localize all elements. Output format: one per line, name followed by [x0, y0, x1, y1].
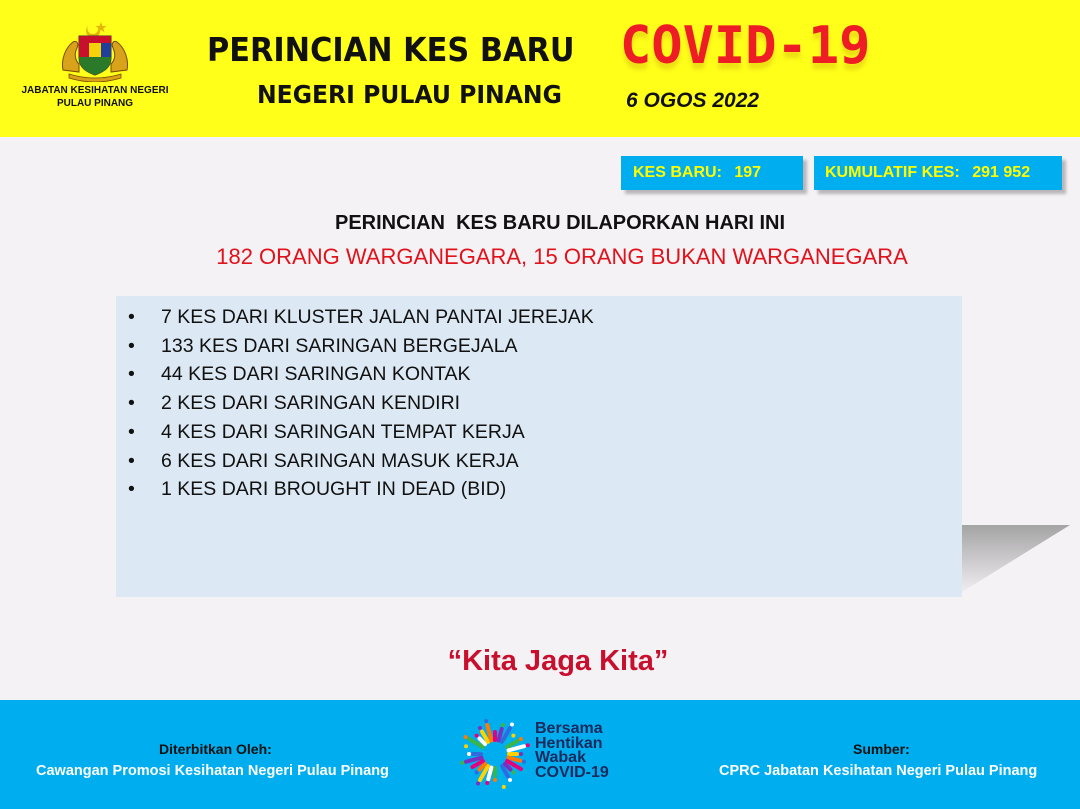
agency-name-line2: PULAU PINANG: [56, 98, 134, 109]
list-item: [116, 418, 962, 447]
cumulative-cases-badge: [814, 156, 1062, 190]
bullet-icon: •: [128, 334, 135, 357]
campaign-logo-icon: [459, 718, 531, 790]
coat-of-arms-logo: [55, 20, 135, 82]
list-item: [116, 360, 962, 389]
citizenship-breakdown: 182 ORANG WARGANEGARA, 15 ORANG BUKAN WARGANEGARA: [216, 244, 908, 269]
publisher-label: Diterbitkan Oleh:: [159, 741, 272, 757]
list-item: [116, 303, 962, 332]
bullet-icon: •: [128, 478, 135, 501]
list-item-text: 44 KES DARI SARINGAN KONTAK: [161, 363, 471, 386]
agency-name-line1: JABATAN KESIHATAN NEGERI: [21, 85, 169, 96]
list-item-text: 7 KES DARI KLUSTER JALAN PANTAI JEREJAK: [161, 306, 594, 328]
cumulative-cases-value: 291 952: [972, 164, 1031, 181]
header-banner: [0, 0, 1080, 137]
source-value: CPRC Jabatan Kesihatan Negeri Pulau Pinang: [719, 763, 1038, 779]
campaign-logo-text: [535, 722, 609, 780]
new-cases-value: 197: [734, 164, 762, 181]
publisher-value: Cawangan Promosi Kesihatan Negeri Pulau Pinang: [36, 763, 389, 779]
agency-name: [10, 84, 180, 110]
report-date: 6 OGOS 2022: [626, 89, 760, 112]
list-item: [116, 447, 962, 476]
bullet-icon: •: [128, 392, 135, 415]
campaign-line3: Wabak: [535, 749, 586, 766]
covid-title: COVID-19: [620, 16, 871, 76]
list-item-text: 133 KES DARI SARINGAN BERGEJALA: [161, 334, 518, 357]
list-item-text: 1 KES DARI BROUGHT IN DEAD (BID): [161, 478, 507, 501]
new-cases-label: KES BARU:: [633, 164, 722, 181]
new-cases-badge: [621, 156, 803, 190]
footer-banner: [0, 700, 1080, 809]
case-breakdown-panel: [116, 296, 962, 597]
source-label: Sumber:: [853, 741, 910, 757]
bullet-icon: •: [128, 420, 135, 443]
campaign-line2: Hentikan: [535, 734, 603, 752]
bullet-icon: •: [128, 449, 135, 472]
campaign-line4: COVID-19: [535, 763, 609, 781]
bullet-icon: •: [128, 306, 135, 328]
page-title: PERINCIAN KES BARU: [207, 30, 575, 69]
list-item-text: 6 KES DARI SARINGAN MASUK KERJA: [161, 449, 519, 472]
slogan: “Kita Jaga Kita”: [447, 645, 669, 677]
cumulative-cases-label: KUMULATIF KES:: [825, 164, 960, 181]
bullet-icon: •: [128, 363, 135, 386]
list-item: [116, 332, 962, 361]
campaign-line1: Bersama: [535, 720, 603, 737]
list-item: [116, 475, 962, 504]
details-heading: PERINCIAN KES BARU DILAPORKAN HARI INI: [334, 212, 786, 234]
list-item-text: 2 KES DARI SARINGAN KENDIRI: [161, 392, 461, 415]
list-item-text: 4 KES DARI SARINGAN TEMPAT KERJA: [161, 420, 525, 443]
list-item: [116, 389, 962, 418]
case-breakdown-list: [116, 296, 962, 504]
state-title: NEGERI PULAU PINANG: [257, 80, 562, 109]
